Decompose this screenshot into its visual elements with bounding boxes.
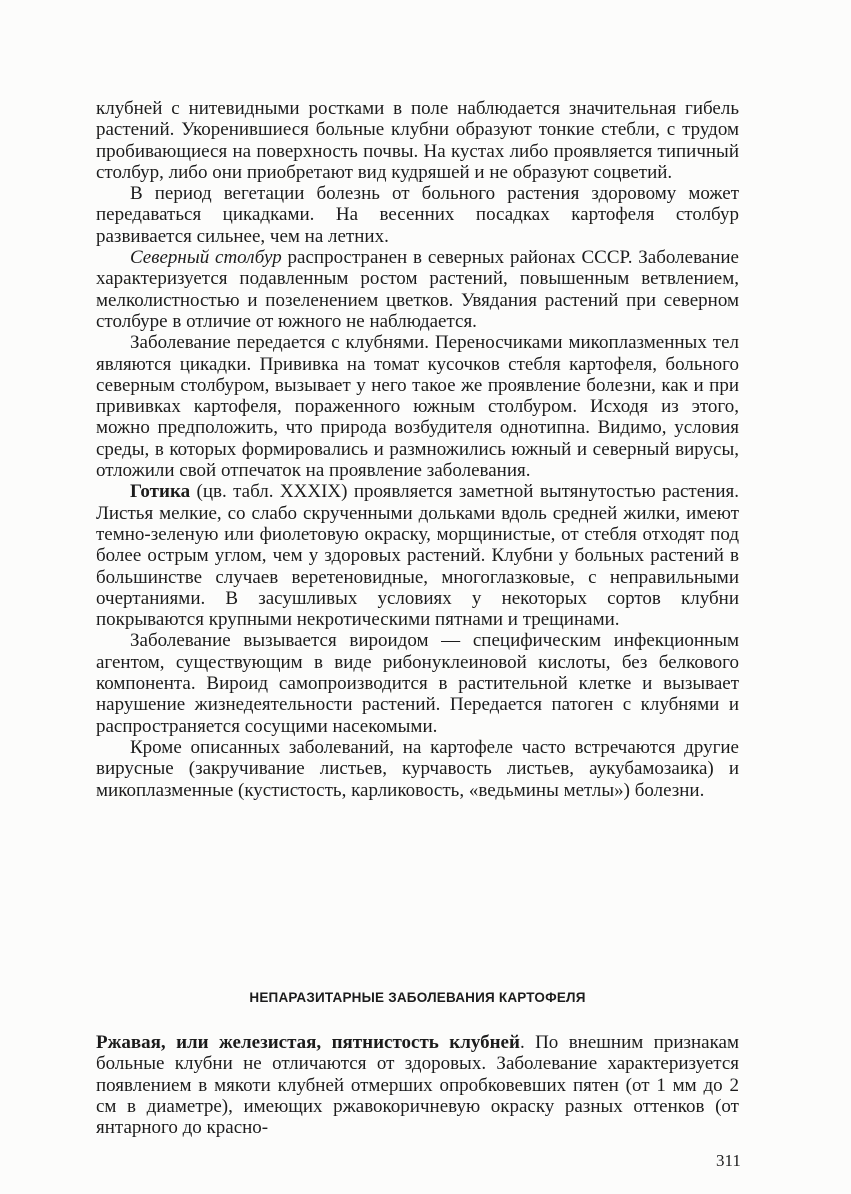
term-bold: Ржавая, или железистая, пятнистость клубней — [96, 1032, 520, 1053]
paragraph-text: клубней с нитевидными ростками в поле наблюдается значительная гибель растений. Укоренившиеся больные клубни образуют тонкие стебли, с трудом пробивающиеся на поверхность почвы. На кустах либо проявляется типичный столбур, либо они приобретают вид кудряшей и не образуют соцветий. — [96, 98, 739, 183]
paragraph — [96, 481, 739, 630]
paragraph — [96, 737, 739, 801]
paragraph-text: . По внешним признакам больные клубни не отличаются от здоровых. Заболевание характеризуется появлением в мякоти клубней отмерших опробковевших пятен (от 1 мм до 2 см в диаметре), имеющих ржавокоричневую окраску разных оттенков (от янтарного до красно- — [96, 1032, 739, 1139]
paragraph-text: (цв. табл. XXXIX) проявляется заметной вытянутостью растения. Листья мелкие, со слабо скрученными дольками вдоль средней жилки, имеют темно-зеленую или фиолетовую окраску, морщинистые, от стебля отходят под более острым углом, чем у здоровых растений. Клубни у больных растений в большинстве случаев веретеновидные, многоглазковые, с неправильными очертаниями. В засушливых условиях у некоторых сортов клубни покрываются крупными некротическими пятнами и трещинами. — [96, 481, 739, 631]
paragraph-text: распространен в северных районах СССР. Заболевание характеризуется подавленным ростом растений, повышенным ветвлением, мелколистностью и позеленением цветков. Увядания растений при северном столбуре в отличие от южного не наблюдается. — [96, 247, 739, 332]
body-text — [96, 98, 739, 801]
term-italic: Северный столбур — [130, 247, 282, 269]
paragraph — [96, 183, 739, 247]
section-heading: НЕПАРАЗИТАРНЫЕ ЗАБОЛЕВАНИЯ КАРТОФЕЛЯ — [249, 990, 586, 1005]
paragraph — [96, 332, 739, 481]
paragraph — [96, 1032, 739, 1138]
paragraph — [96, 98, 739, 183]
page-number: 311 — [716, 1151, 741, 1170]
term-bold: Готика — [130, 481, 191, 503]
paragraph — [96, 630, 739, 736]
paragraph-text: Заболевание передается с клубнями. Переносчиками микоплазменных тел являются цикадки. Прививка на томат кусочков стебля картофеля, больного северным столбуром, вызывает у него такое же проявление болезни, как и при прививках картофеля, пораженного южным столбуром. Исходя из этого, можно предположить, что природа возбудителя однотипна. Видимо, условия среды, в которых формировались и размножились южный и северный вирусы, отложили свой отпечаток на проявление заболевания. — [96, 332, 739, 482]
paragraph — [96, 247, 739, 332]
paragraph-text: В период вегетации болезнь от больного растения здоровому может передаваться цикадками. На весенних посадках картофеля столбур развивается сильнее, чем на летних. — [96, 183, 739, 247]
paragraph-text: Заболевание вызывается вироидом — специфическим инфекционным агентом, существующим в виде рибонуклеиновой кислоты, без белкового компонента. Вироид самопроизводится в растительной клетке и вызывает нарушение жизнедеятельности растений. Передается патоген с клубнями и распространяется сосущими насекомыми. — [96, 630, 739, 737]
section-body-text — [96, 1032, 739, 1138]
paragraph-text: Кроме описанных заболеваний, на картофеле часто встречаются другие вирусные (закручивание листьев, курчавость листьев, аукубамозаика) и микоплазменные (кустистость, карликовость, «ведьмины метлы») болезни. — [96, 736, 739, 801]
